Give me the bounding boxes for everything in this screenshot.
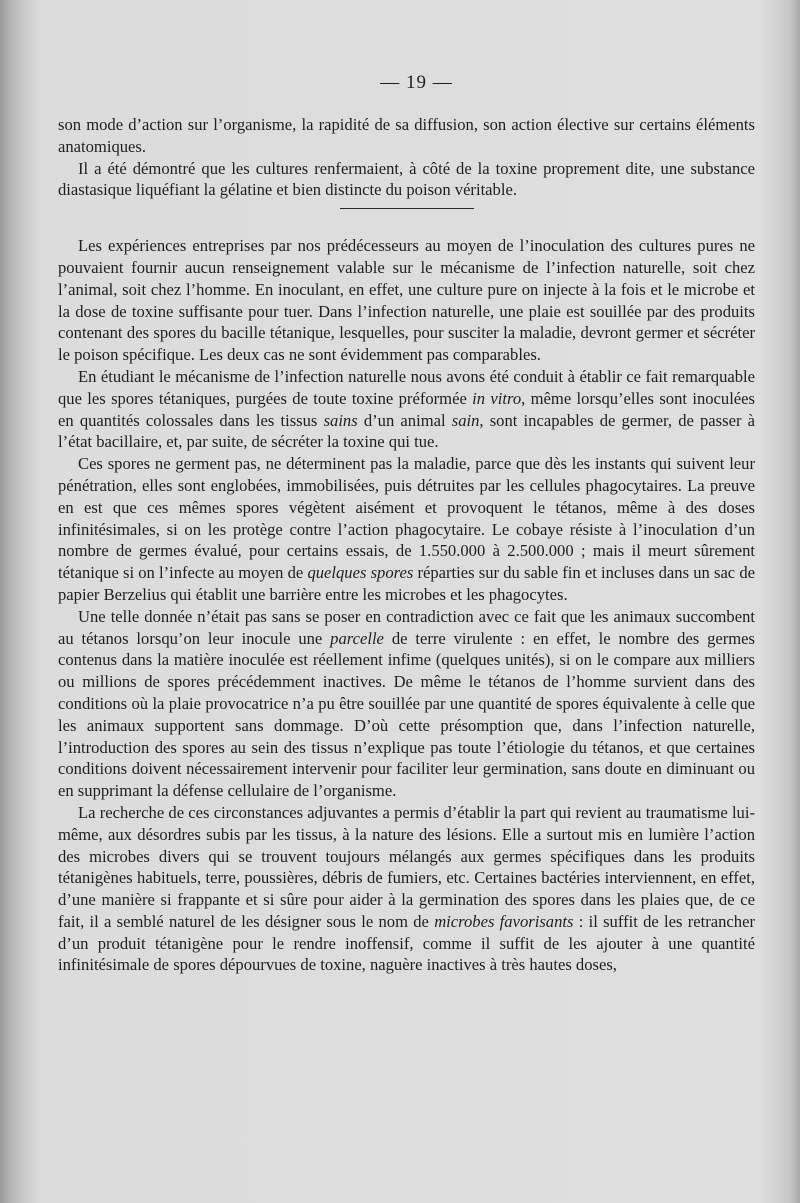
intro-paragraph-1: son mode d’action sur l’organisme, la rapidité de sa diffusion, son action élective sur certains éléments anatomiques.	[58, 115, 755, 156]
paragraph-3	[58, 453, 755, 606]
paragraph-2-italic-sain: sain	[451, 410, 480, 430]
intro-paragraph-2: Il a été démontré que les cultures renfermaient, à côté de la toxine proprement dite, une substance diastasique liquéfiant la gélatine et bien distincte du poison véritable.	[58, 158, 755, 200]
paragraph-4	[58, 606, 755, 802]
paragraph-2	[58, 366, 755, 453]
paragraph-2-text-c: , même lorsqu’elles sont inoculées en quantités colossales dans les tissus	[58, 388, 755, 430]
paragraph-4-text-a: Une telle donnée n’était pas sans se poser en contradiction avec ce fait que les animaux succombent au tétanos lorsqu’on leur inocule une	[58, 606, 755, 648]
paragraph-5	[58, 802, 755, 976]
paragraph-5-text-c: : il suffit de les retrancher d’un produit tétanigène pour le rendre inoffensif, comme il suffit de les ajouter à une quantité infinitésimale de spores dépourvues de toxine, naguère inactives à très hautes doses,	[58, 911, 755, 975]
paragraph-4-italic-parcelle: parcelle	[330, 628, 384, 648]
paragraph-3-text-a: Ces spores ne germent pas, ne déterminent pas la maladie, parce que dès les instants qui suivent leur pénétration, elles sont englobées, immobilisées, puis détruites par les cellules phagocytaires. La preuve en est que ces mêmes spores végètent aisément et provoquent le tétanos, même à des doses infinitésimales, si on les protège contre l’action phagocytaire. Le cobaye résiste à l’inoculation d’un nombre de germes évalué, pour certains essais, de 1.550.000 à 2.500.000 ; mais il meurt sûrement tétanique si on l’infecte au moyen de	[58, 454, 755, 583]
paragraph-3-text-c: réparties sur du sable fin et incluses dans un sac de papier Berzelius qui établit une barrière entre les microbes et les phagocytes.	[58, 563, 755, 604]
paragraph-5-italic-microbes-favorisants: microbes favorisants	[434, 911, 574, 931]
paragraph-4-text-c: de terre virulente : en effet, le nombre des germes contenus dans la matière inoculée est réellement infime (quelques unités), si on le compare aux milliers ou millions de spores précédemment inactives. De même le tétanos de l’homme survient dans des conditions où la plaie provocatrice n’a pu être souillée par une quantité de spores équivalente à celle que les animaux supportent sans dommage. D’où cette présomption que, dans l’infection naturelle, l’introduction des spores au sein des tissus n’explique pas toute l’étiologie du tétanos, et que certaines conditions doivent nécessairement intervenir pour faciliter leur germination, sans doute en diminuant ou en supprimant la défense cellulaire de l’organisme.	[58, 628, 756, 801]
paragraph-2-text-a: En étudiant le mécanisme de l’infection naturelle nous avons été conduit à établir ce fait remarquable que les spores tétaniques, purgées de toute toxine préformée	[58, 366, 755, 408]
paragraph-2-text-e: d’un animal	[357, 410, 452, 430]
paragraph-1: Les expériences entreprises par nos prédécesseurs au moyen de l’inoculation des cultures pures ne pouvaient fournir aucun renseignement valable sur le mécanisme de l’infection naturelle, soit chez l’animal, soit chez l’homme. En inoculant, en effet, une culture pure on injecte à la fois et le microbe et la dose de toxine suffisante pour tuer. Dans l’infection naturelle, une plaie est souillée par des produits contenant des spores du bacille tétanique, lesquelles, pour susciter la maladie, devront germer et sécréter le poison spécifique. Les deux cas ne sont évidemment pas comparables.	[58, 236, 755, 365]
document-page	[58, 72, 755, 976]
paragraph-2-italic-in-vitro: in vitro	[472, 388, 522, 408]
section-divider	[340, 208, 474, 209]
paragraph-3-italic-quelques-spores: quelques spores	[307, 563, 414, 583]
paragraph-5-text-a: La recherche de ces circonstances adjuvantes a permis d’établir la part qui revient au traumatisme lui-même, aux désordres subis par les tissus, à la nature des lésions. Elle a surtout mis en lumière l’action des microbes divers qui se trouvent toujours mélangés aux germes spécifiques dans les produits tétanigènes habituels, terre, poussières, débris de fumiers, etc. Certaines bactéries interviennent, en effet, d’une manière si frappante et si sûre pour aider à la germination des spores dans les plaies que, de ce fait, il a semblé naturel de les désigner sous le nom de	[58, 802, 755, 931]
paragraph-2-text-g: , sont incapables de germer, de passer à l’état bacillaire, et, par suite, de sécréter la toxine qui tue.	[58, 410, 756, 452]
page-number: — 19 —	[380, 72, 453, 93]
paragraph-2-italic-sains: sains	[323, 410, 358, 430]
